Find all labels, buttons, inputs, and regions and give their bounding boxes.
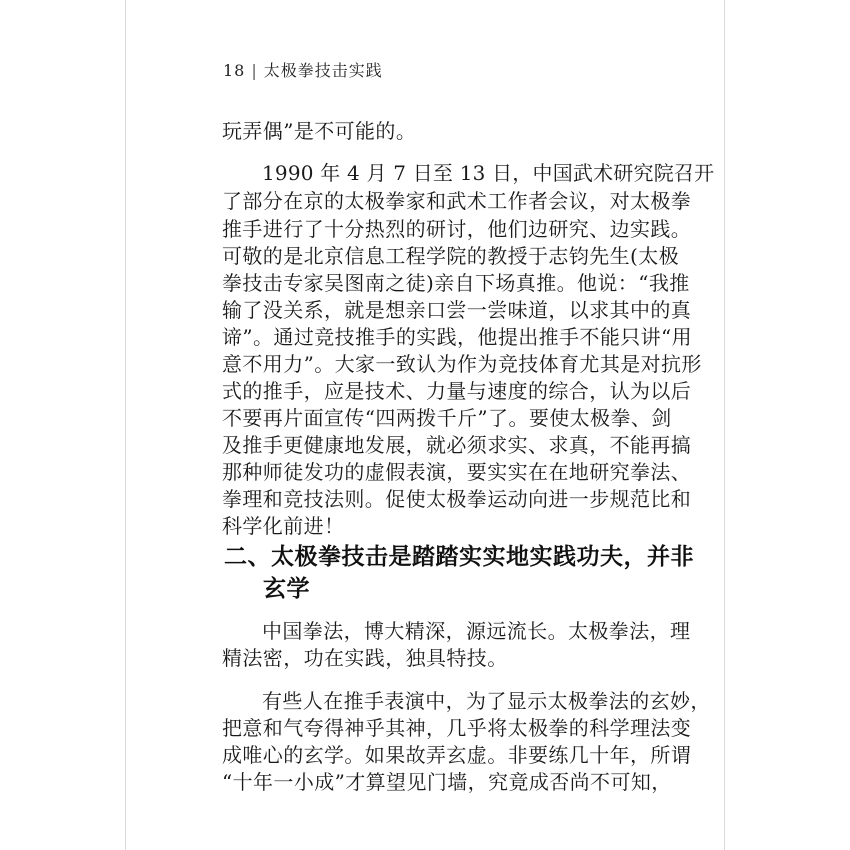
text-line: 可敬的是北京信息工程学院的教授于志钧先生(太极 bbox=[222, 244, 680, 268]
text-line: 拳技击专家吴图南之徒)亲自下场真推。他说：“我推 bbox=[222, 271, 690, 295]
text-line: 那种师徒发功的虚假表演，要实实在在地研究拳法、 bbox=[222, 460, 692, 484]
text-line: 中国拳法，博大精深，源远流长。太极拳法，理 bbox=[262, 619, 691, 643]
running-header bbox=[223, 58, 383, 81]
header-separator: | bbox=[251, 61, 258, 80]
text-line: 1990 年 4 月 7 日至 13 日，中国武术研究院召开 bbox=[262, 161, 715, 185]
section-heading-continuation: 玄学 bbox=[263, 576, 310, 602]
book-title: 太极拳技击实践 bbox=[263, 61, 383, 80]
text-line: 把意和气夸得神乎其神，几乎将太极拳的科学理法变 bbox=[222, 716, 692, 740]
text-line: 输了没关系，就是想亲口尝一尝味道，以求其中的真 bbox=[222, 298, 692, 322]
text-line: 科学化前进！ bbox=[222, 514, 345, 538]
text-line: 意不用力”。大家一致认为作为竞技体育尤其是对抗形 bbox=[222, 352, 702, 376]
text-line: 及推手更健康地发展，就必须求实、求真，不能再搞 bbox=[222, 433, 692, 457]
text-line: 玩弄偶”是不可能的。 bbox=[222, 119, 417, 143]
text-line: 谛”。通过竞技推手的实践，他提出推手不能只讲“用 bbox=[222, 325, 693, 349]
text-line: 不要再片面宣传“四两拨千斤”了。要使太极拳、剑 bbox=[222, 406, 672, 430]
text-line: 成唯心的玄学。如果故弄玄虚。非要练几十年，所谓 bbox=[222, 743, 692, 767]
text-line: 推手进行了十分热烈的研讨，他们边研究、边实践。 bbox=[222, 217, 692, 241]
text-line: 有些人在推手表演中，为了显示太极拳法的玄妙， bbox=[262, 689, 711, 713]
text-line: 式的推手，应是技术、力量与速度的综合，认为以后 bbox=[222, 379, 692, 403]
page-number: 18 bbox=[223, 61, 246, 80]
text-line: 拳理和竞技法则。促使太极拳运动向进一步规范比和 bbox=[222, 487, 692, 511]
section-heading: 二、太极拳技击是踏踏实实地实践功夫，并非 bbox=[224, 544, 694, 570]
book-page bbox=[125, 0, 725, 850]
text-line: 了部分在京的太极拳家和武术工作者会议，对太极拳 bbox=[222, 189, 692, 213]
text-line: “十年一小成”才算望见门墙，究竟成否尚不可知， bbox=[222, 770, 672, 794]
text-line: 精法密，功在实践，独具特技。 bbox=[222, 646, 508, 670]
